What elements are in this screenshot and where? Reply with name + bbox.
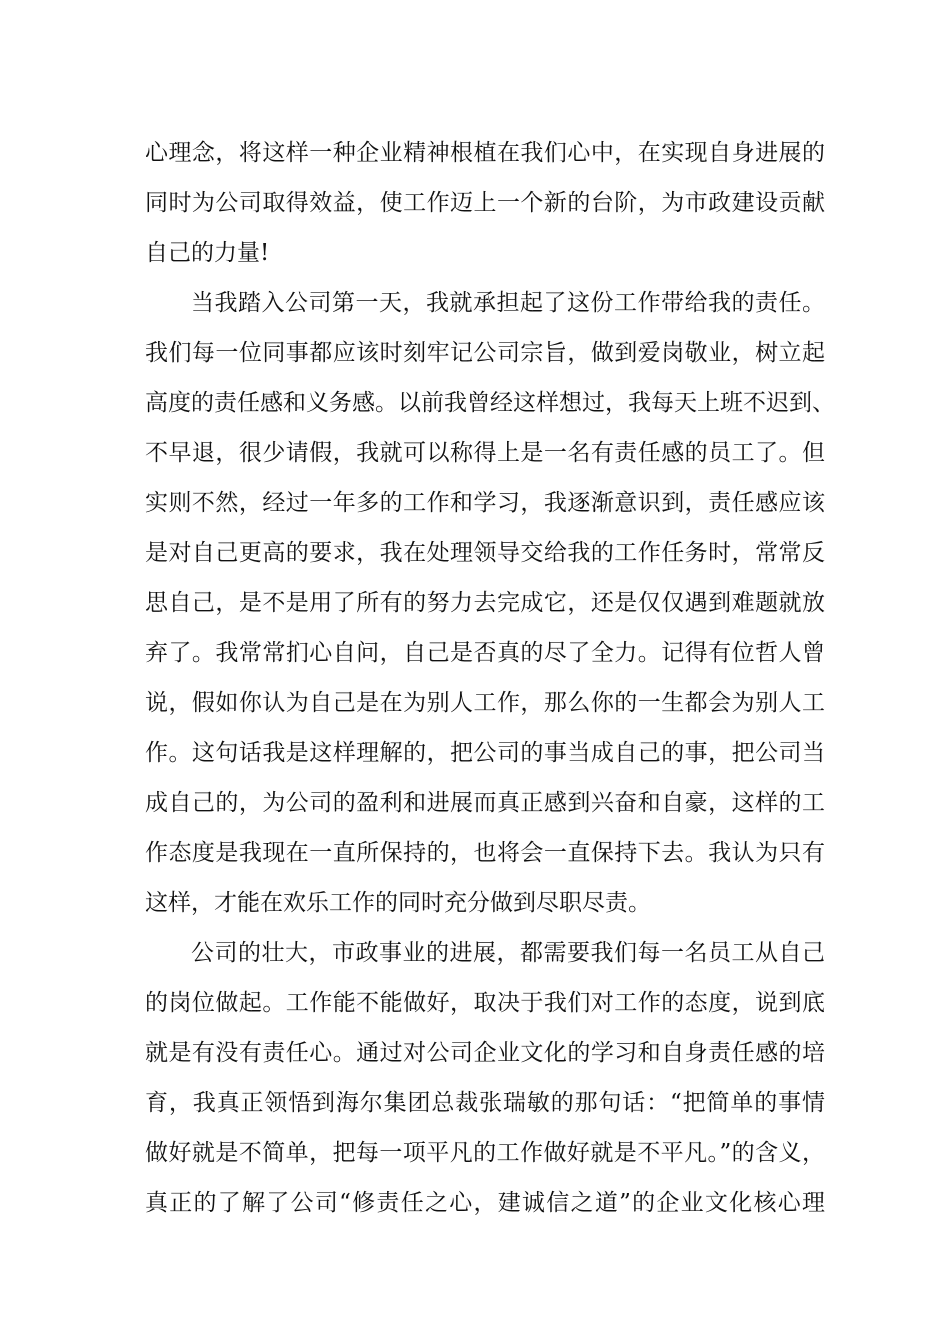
text-line: 的岗位做起。工作能不能做好，取决于我们对工作的态度，说到底: [145, 990, 825, 1016]
text-line: 这样，才能在欢乐工作的同时充分做到尽职尽责。: [145, 890, 651, 916]
text-line: 我们每一位同事都应该时刻牢记公司宗旨，做到爱岗敬业，树立起: [145, 340, 825, 366]
paragraph-start-line: 当我踏入公司第一天，我就承担起了这份工作带给我的责任。: [191, 290, 825, 316]
text-line: 心理念，将这样一种企业精神根植在我们心中，在实现自身进展的: [145, 140, 825, 166]
text-line: 育，我真正领悟到海尔集团总裁张瑞敏的那句话：“把简单的事情: [145, 1090, 825, 1116]
text-line: 说，假如你认为自己是在为别人工作，那么你的一生都会为别人工: [145, 690, 825, 716]
text-line: 成自己的，为公司的盈利和进展而真正感到兴奋和自豪，这样的工: [145, 790, 825, 816]
text-line: 思自己，是不是用了所有的努力去完成它，还是仅仅遇到难题就放: [145, 590, 825, 616]
text-line: 是对自己更高的要求，我在处理领导交给我的工作任务时，常常反: [145, 540, 825, 566]
text-line: 作。这句话我是这样理解的，把公司的事当成自己的事，把公司当: [145, 740, 825, 766]
text-line: 自己的力量!: [145, 240, 270, 266]
text-line: 做好就是不简单，把每一项平凡的工作做好就是不平凡。”的含义，: [145, 1140, 825, 1166]
text-line: 高度的责任感和义务感。以前我曾经这样想过，我每天上班不迟到、: [145, 390, 835, 416]
text-line: 就是有没有责任心。通过对公司企业文化的学习和自身责任感的培: [145, 1040, 825, 1066]
text-line: 真正的了解了公司“修责任之心，建诚信之道”的企业文化核心理: [145, 1190, 825, 1216]
body-text: [145, 128, 835, 1228]
paragraph-start-line: 公司的壮大，市政事业的进展，都需要我们每一名员工从自己: [191, 940, 825, 966]
text-line: 同时为公司取得效益，使工作迈上一个新的台阶，为市政建设贡献: [145, 190, 825, 216]
text-line: 弃了。我常常扪心自问，自己是否真的尽了全力。记得有位哲人曾: [145, 640, 825, 666]
text-line: 实则不然，经过一年多的工作和学习，我逐渐意识到，责任感应该: [145, 490, 825, 516]
text-line: 作态度是我现在一直所保持的，也将会一直保持下去。我认为只有: [145, 840, 825, 866]
text-line: 不早退，很少请假，我就可以称得上是一名有责任感的员工了。但: [145, 440, 825, 466]
